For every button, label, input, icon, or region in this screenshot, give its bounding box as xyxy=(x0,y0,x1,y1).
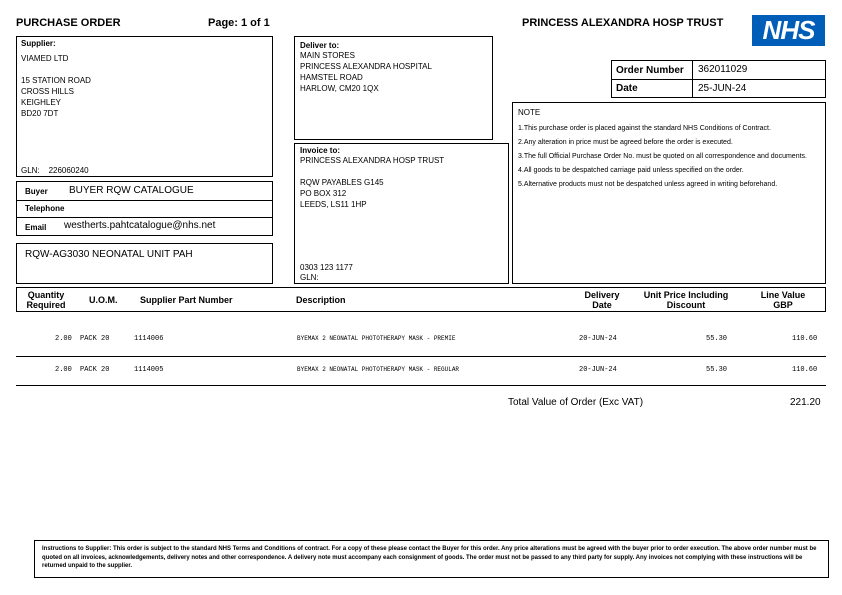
invoice-to-address: PRINCESS ALEXANDRA HOSP TRUST RQW PAYABLES G145 PO BOX 312 LEEDS, LS11 1HP xyxy=(300,156,445,209)
header-quantity: Quantity Required xyxy=(26,289,66,310)
invoice-to-box xyxy=(294,143,509,284)
trust-name: PRINCESS ALEXANDRA HOSP TRUST xyxy=(522,17,724,29)
order-date-label: Date xyxy=(616,83,638,94)
supplier-address: VIAMED LTD 15 STATION ROAD CROSS HILLS KEIGHLEY BD20 7DT xyxy=(21,54,91,118)
header-uom: U.O.M. xyxy=(89,294,118,305)
header-delivery-date: Delivery Date xyxy=(584,289,620,310)
order-info-box xyxy=(611,60,826,98)
email-value: westherts.pahtcatalogue@nhs.net xyxy=(64,220,216,231)
department-code: RQW-AG3030 NEONATAL UNIT PAH xyxy=(25,249,193,260)
instructions-text: Instructions to Supplier: This order is subject to the standard NHS Terms and Conditions of contract. For a copy of these please contact the Buyer for this order. Any price alterations must be agreed with the buyer prior to order execution. The above order number must be quoted on all invoices, acknowledgements, delivery notes and other correspondence. A delivery note must accompany each consignment of goods. The order must not be passed to any third party for supply. Any invoices not complying with these instructions will be returned unpaid to the supplier. xyxy=(42,546,817,569)
invoice-to-label: Invoice to: xyxy=(300,146,341,155)
supplier-gln: GLN: 226060240 xyxy=(21,166,89,175)
row-divider xyxy=(16,356,826,357)
email-label: Email xyxy=(25,223,47,232)
order-date-value: 25-JUN-24 xyxy=(698,83,747,94)
telephone-label: Telephone xyxy=(25,204,65,213)
order-number-value: 362011029 xyxy=(698,64,748,75)
nhs-logo: NHS xyxy=(752,15,825,46)
document-title: PURCHASE ORDER xyxy=(16,17,121,29)
supplier-label: Supplier: xyxy=(21,39,56,48)
invoice-phone: 0303 123 1177 xyxy=(300,263,353,272)
row-divider xyxy=(16,385,826,386)
table-row xyxy=(16,330,826,350)
cell-desc: BYEMAX 2 NEONATAL PHOTOTHERAPY MASK - PREMIE xyxy=(297,335,456,342)
contact-box xyxy=(16,181,273,236)
instructions-box xyxy=(34,540,829,578)
supplier-box xyxy=(16,36,273,177)
cell-uom: PACK 20 xyxy=(80,335,110,343)
cell-desc: BYEMAX 2 NEONATAL PHOTOTHERAPY MASK - REGULAR xyxy=(297,366,460,373)
cell-delivery: 20-JUN-24 xyxy=(579,335,617,343)
note-item: 4.All goods to be despatched carriage paid unless specified on the order. xyxy=(518,167,744,174)
deliver-to-address: MAIN STORES PRINCESS ALEXANDRA HOSPITAL HAMSTEL ROAD HARLOW, CM20 1QX xyxy=(300,51,432,93)
cell-uom: PACK 20 xyxy=(80,366,110,374)
header-description: Description xyxy=(296,294,346,305)
header-part-number: Supplier Part Number xyxy=(140,294,233,305)
cell-unit-price: 55.30 xyxy=(706,366,728,374)
header-unit-price: Unit Price Including Discount xyxy=(643,289,729,310)
note-item: 2.Any alteration in price must be agreed before the order is executed. xyxy=(518,139,733,146)
department-box xyxy=(16,243,273,284)
cell-delivery: 20-JUN-24 xyxy=(579,366,617,374)
cell-qty: 2.00 xyxy=(55,335,72,343)
page-info: Page: 1 of 1 xyxy=(208,17,270,29)
order-number-label: Order Number xyxy=(616,65,684,76)
total-value: 221.20 xyxy=(790,397,821,408)
table-row xyxy=(16,361,826,381)
note-title: NOTE xyxy=(518,108,541,117)
note-item: 1.This purchase order is placed against the standard NHS Conditions of Contract. xyxy=(518,125,771,132)
header-line-value: Line Value GBP xyxy=(760,289,806,310)
buyer-value: BUYER RQW CATALOGUE xyxy=(69,185,194,196)
cell-qty: 2.00 xyxy=(55,366,72,374)
buyer-label: Buyer xyxy=(25,187,48,196)
cell-part: 1114006 xyxy=(134,335,164,343)
cell-line-value: 110.60 xyxy=(792,366,818,374)
deliver-to-box xyxy=(294,36,493,140)
total-label: Total Value of Order (Exc VAT) xyxy=(508,397,644,408)
cell-unit-price: 55.30 xyxy=(706,335,728,343)
cell-part: 1114005 xyxy=(134,366,164,374)
invoice-gln-label: GLN: xyxy=(300,273,319,282)
note-box xyxy=(512,102,826,284)
note-item: 5.Alternative products must not be despatched unless agreed in writing beforehand. xyxy=(518,181,778,188)
note-item: 3.The full Official Purchase Order No. must be quoted on all correspondence and documents. xyxy=(518,153,807,160)
cell-line-value: 110.60 xyxy=(792,335,818,343)
deliver-to-label: Deliver to: xyxy=(300,41,340,50)
